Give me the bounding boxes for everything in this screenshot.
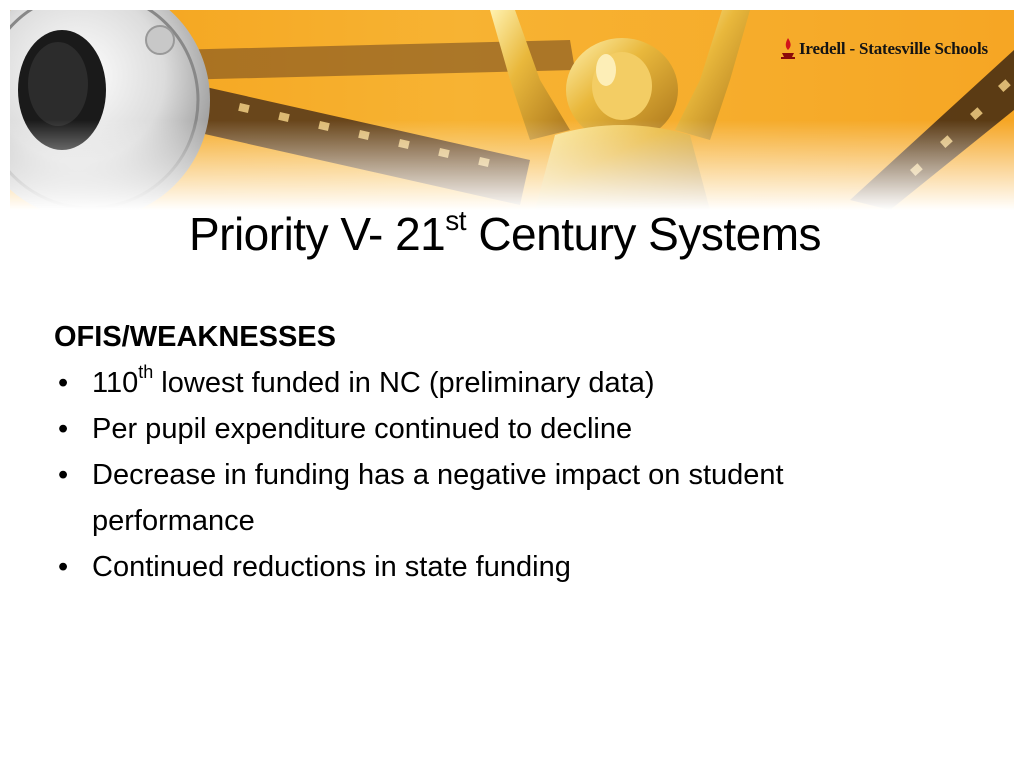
- bullet-text: Continued reductions in state funding: [92, 551, 571, 583]
- logo-text: Iredell - Statesville Schools: [799, 39, 988, 58]
- bullet-item: [54, 406, 872, 452]
- bullet-list: [54, 360, 954, 590]
- bullet-marker: •: [58, 551, 69, 583]
- bullet-superscript: th: [138, 362, 154, 383]
- title-main: Priority V- 21: [188, 208, 446, 260]
- bullet-marker: •: [58, 367, 69, 399]
- section-heading: OFIS/WEAKNESSES: [54, 321, 336, 353]
- bullet-item: [54, 360, 872, 406]
- bullet-text-main: 110: [92, 367, 139, 399]
- bullet-text: Decrease in funding has a negative impact on student performance: [92, 459, 784, 537]
- school-logo: [780, 34, 988, 64]
- title-rest: Century Systems: [466, 208, 822, 260]
- bullet-text: [92, 362, 655, 399]
- title-superscript: st: [445, 204, 467, 236]
- slide-body: [54, 314, 954, 590]
- bullet-text-rest: lowest funded in NC (preliminary data): [153, 367, 655, 399]
- bullet-marker: •: [58, 459, 69, 491]
- bullet-item: [54, 544, 872, 590]
- slide-title: [0, 202, 1010, 266]
- bullet-item: [54, 452, 872, 544]
- lamp-flame-icon: [780, 37, 796, 61]
- bullet-text: Per pupil expenditure continued to decline: [92, 413, 633, 445]
- bullet-marker: •: [58, 413, 69, 445]
- header-banner: [10, 10, 1014, 210]
